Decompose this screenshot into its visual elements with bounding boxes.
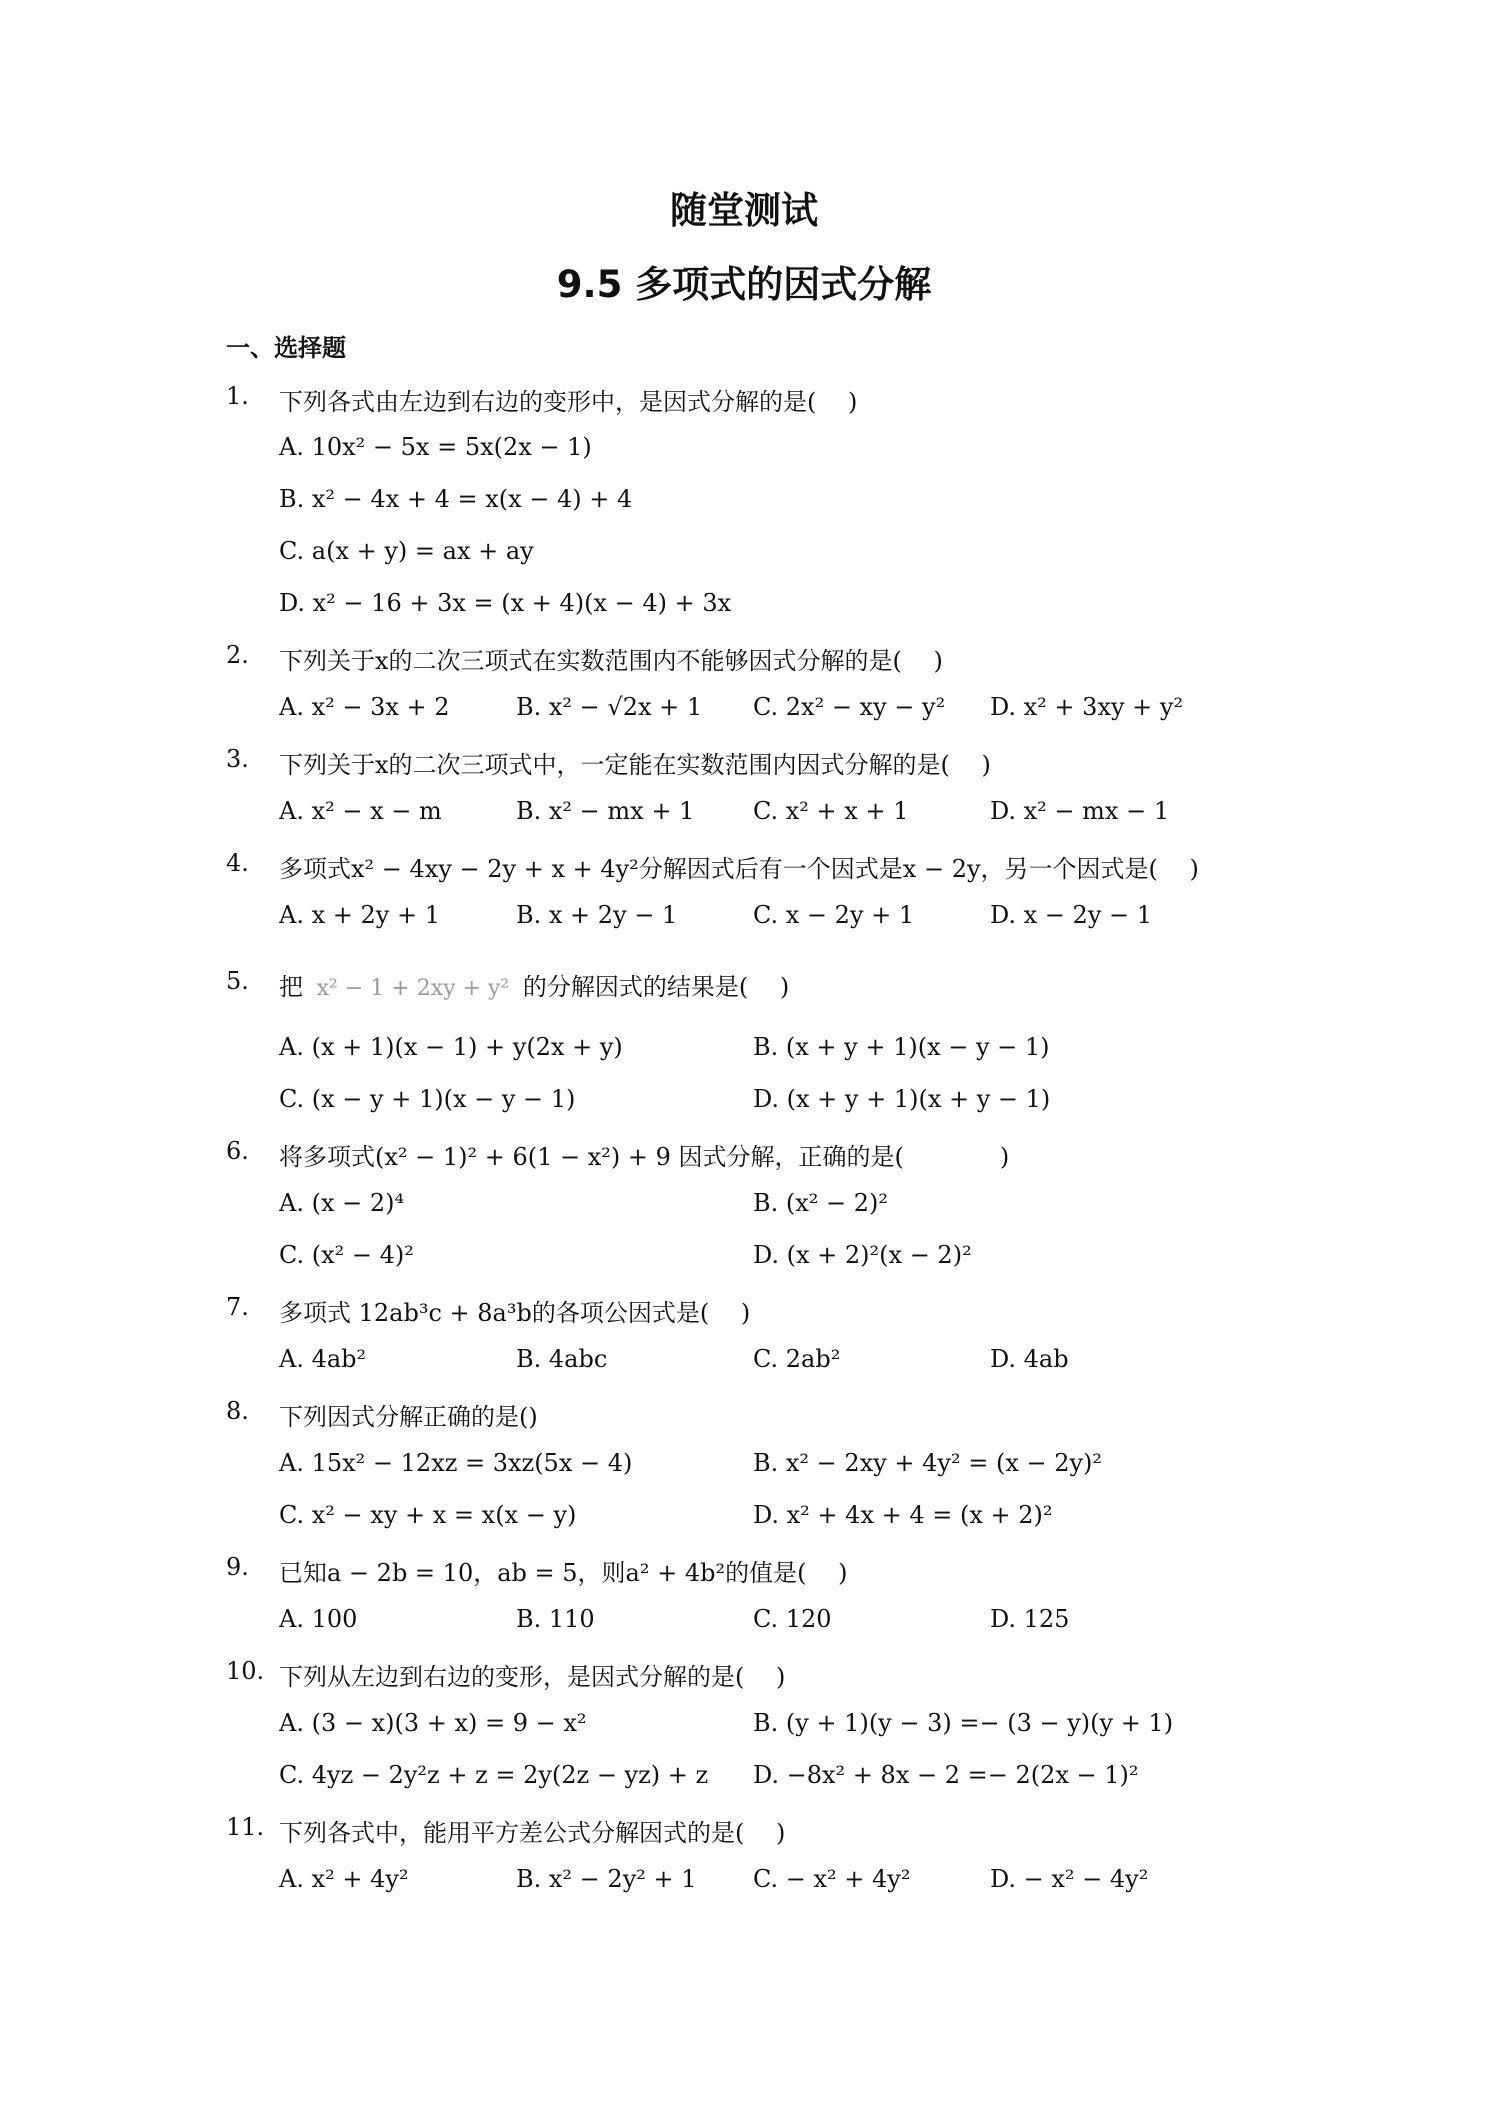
question-2-stem: 下列关于x的二次三项式在实数范围内不能够因式分解的是( ) [279, 647, 943, 675]
question-5-number: 5. [226, 967, 249, 995]
question-10-option-c: C. 4yz − 2y²z + z = 2y(2z − yz) + z [279, 1761, 709, 1789]
question-3-number: 3. [226, 745, 249, 773]
question-5-option-a: A. (x + 1)(x − 1) + y(2x + y) [279, 1033, 623, 1061]
question-5-option-d: D. (x + y + 1)(x + y − 1) [753, 1085, 1051, 1113]
question-5-stem-before: 把 [279, 973, 303, 1001]
question-5-expression: x² − 1 + 2xy + y² [316, 976, 510, 1001]
question-10-number: 10. [226, 1657, 265, 1685]
question-9-number: 9. [226, 1553, 249, 1581]
question-1-number: 1. [226, 382, 249, 410]
question-6-option-a: A. (x − 2)⁴ [279, 1189, 405, 1217]
question-2-option-c: C. 2x² − xy − y² [753, 693, 946, 721]
question-3-option-c: C. x² + x + 1 [753, 797, 909, 825]
question-3-option-d: D. x² − mx − 1 [990, 797, 1170, 825]
question-3-option-a: A. x² − x − m [279, 797, 442, 825]
question-7-option-a: A. 4ab² [279, 1345, 367, 1373]
question-2-number: 2. [226, 641, 249, 669]
question-4-option-a: A. x + 2y + 1 [279, 901, 440, 929]
question-11-stem: 下列各式中，能用平方差公式分解因式的是( ) [279, 1819, 786, 1847]
question-5-stem-after: 的分解因式的结果是( ) [522, 973, 790, 1001]
question-5-option-b: B. (x + y + 1)(x − y − 1) [753, 1033, 1050, 1061]
question-6-option-b: B. (x² − 2)² [753, 1189, 889, 1217]
question-11-number: 11. [226, 1813, 265, 1841]
question-11-option-c: C. − x² + 4y² [753, 1865, 911, 1893]
question-9-option-a: A. 100 [279, 1605, 358, 1633]
question-8-option-b: B. x² − 2xy + 4y² = (x − 2y)² [753, 1449, 1103, 1477]
question-9-option-c: C. 120 [753, 1605, 832, 1633]
question-6-stem: 将多项式(x² − 1)² + 6(1 − x²) + 9 因式分解，正确的是( ) [279, 1143, 1010, 1171]
question-2-option-a: A. x² − 3x + 2 [279, 693, 450, 721]
question-10-option-b: B. (y + 1)(y − 3) =− (3 − y)(y + 1) [753, 1709, 1174, 1737]
question-2-option-d: D. x² + 3xy + y² [990, 693, 1184, 721]
question-8-option-c: C. x² − xy + x = x(x − y) [279, 1501, 577, 1529]
question-6-option-c: C. (x² − 4)² [279, 1241, 414, 1269]
question-1-option-b: B. x² − 4x + 4 = x(x − 4) + 4 [279, 485, 633, 513]
question-5-option-c: C. (x − y + 1)(x − y − 1) [279, 1085, 576, 1113]
question-2-option-b: B. x² − √2x + 1 [516, 693, 703, 721]
question-8-number: 8. [226, 1397, 249, 1425]
question-11-option-a: A. x² + 4y² [279, 1865, 409, 1893]
question-7-option-d: D. 4ab [990, 1345, 1069, 1373]
question-7-option-c: C. 2ab² [753, 1345, 841, 1373]
question-6-number: 6. [226, 1137, 249, 1165]
question-7-stem: 多项式 12ab³c + 8a³b的各项公因式是( ) [279, 1299, 751, 1327]
question-1-option-d: D. x² − 16 + 3x = (x + 4)(x − 4) + 3x [279, 589, 732, 617]
question-3-stem: 下列关于x的二次三项式中，一定能在实数范围内因式分解的是( ) [279, 751, 991, 779]
question-4-option-b: B. x + 2y − 1 [516, 901, 678, 929]
question-9-option-d: D. 125 [990, 1605, 1070, 1633]
question-8-option-a: A. 15x² − 12xz = 3xz(5x − 4) [279, 1449, 633, 1477]
question-1-stem: 下列各式由左边到右边的变形中，是因式分解的是( ) [279, 388, 858, 416]
question-4-option-d: D. x − 2y − 1 [990, 901, 1153, 929]
question-8-option-d: D. x² + 4x + 4 = (x + 2)² [753, 1501, 1053, 1529]
question-10-option-a: A. (3 − x)(3 + x) = 9 − x² [279, 1709, 587, 1737]
question-4-option-c: C. x − 2y + 1 [753, 901, 915, 929]
page-title: 随堂测试 [670, 189, 818, 232]
question-9-stem: 已知a − 2b = 10，ab = 5，则a² + 4b²的值是( ) [279, 1559, 848, 1587]
page-subtitle: 9.5 多项式的因式分解 [556, 263, 932, 306]
question-9-option-b: B. 110 [516, 1605, 595, 1633]
section-heading: 一、选择题 [226, 334, 346, 362]
question-6-option-d: D. (x + 2)²(x − 2)² [753, 1241, 972, 1269]
question-4-stem: 多项式x² − 4xy − 2y + x + 4y²分解因式后有一个因式是x − 2y，另一个因式是( ) [279, 855, 1199, 883]
question-8-stem: 下列因式分解正确的是() [279, 1403, 538, 1431]
question-7-option-b: B. 4abc [516, 1345, 608, 1373]
question-10-option-d: D. −8x² + 8x − 2 =− 2(2x − 1)² [753, 1761, 1139, 1789]
question-7-number: 7. [226, 1293, 249, 1321]
question-1-option-a: A. 10x² − 5x = 5x(2x − 1) [279, 433, 592, 461]
question-1-option-c: C. a(x + y) = ax + ay [279, 537, 534, 565]
question-3-option-b: B. x² − mx + 1 [516, 797, 695, 825]
question-11-option-d: D. − x² − 4y² [990, 1865, 1149, 1893]
question-5-stem [279, 967, 789, 1002]
question-4-number: 4. [226, 849, 249, 877]
question-11-option-b: B. x² − 2y² + 1 [516, 1865, 697, 1893]
question-10-stem: 下列从左边到右边的变形，是因式分解的是( ) [279, 1663, 786, 1691]
